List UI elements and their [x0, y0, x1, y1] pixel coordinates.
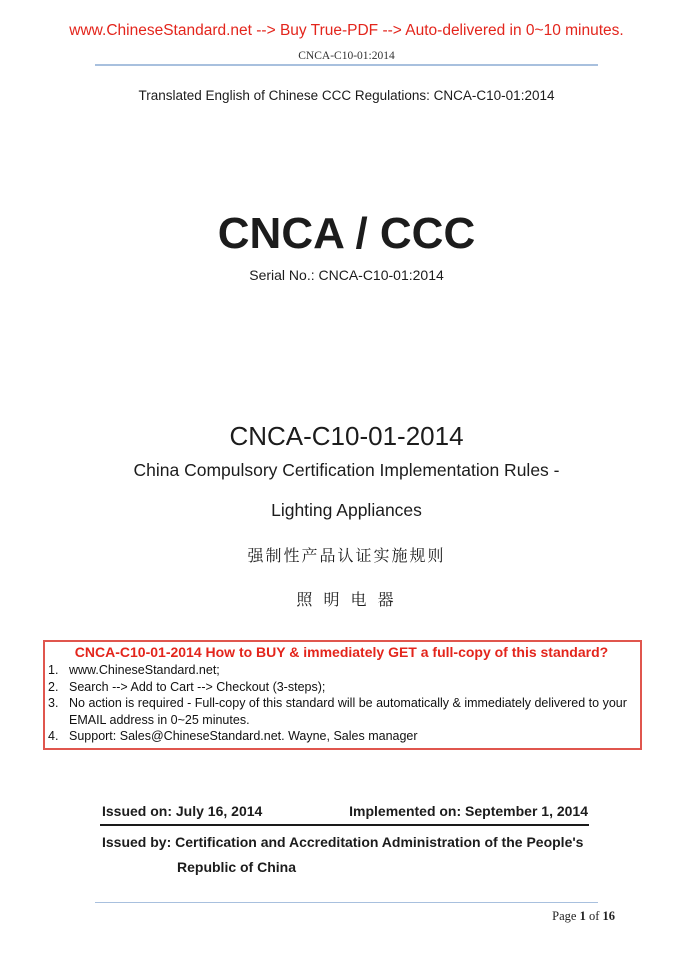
standard-title-en-line1: China Compulsory Certification Implementation Rules - [133, 460, 560, 480]
item-text: No action is required - Full-copy of this standard will be automatically & immediately delivered to your EMAIL address in 0~25 minutes. [69, 696, 627, 727]
issued-by-line2: Republic of China [177, 859, 296, 875]
promo-banner-link[interactable]: www.ChineseStandard.net --> Buy True-PDF --> Auto-delivered in 0~10 minutes. [69, 22, 624, 39]
item-number: 1. [48, 663, 59, 677]
page-total: 16 [602, 909, 615, 923]
of-label: of [585, 909, 603, 923]
buy-info-box [43, 640, 642, 750]
item-text-support-email: Support: Sales@ChineseStandard.net. Wayne, Sales manager [69, 729, 418, 743]
standard-title-en-line2: Lighting Appliances [271, 500, 422, 520]
page-number-indicator [95, 909, 615, 924]
buy-box-title: CNCA-C10-01-2014 How to BUY & immediately GET a full-copy of this standard? [74, 644, 609, 660]
buy-box-item-4 [48, 728, 635, 745]
standard-title-cn-line2: 照 明 电 器 [296, 590, 397, 609]
item-number: 3. [48, 696, 59, 710]
item-text-website-link[interactable]: www.ChineseStandard.net; [69, 663, 220, 677]
header-doc-code: CNCA-C10-01:2014 [298, 50, 395, 62]
main-title: CNCA / CCC [217, 209, 476, 258]
translated-subtitle: Translated English of Chinese CCC Regulations: CNCA-C10-01:2014 [138, 88, 555, 103]
standard-title-cn-line1: 强制性产品认证实施规则 [247, 546, 446, 565]
footer-rule [95, 902, 598, 903]
issue-divider-rule [100, 824, 589, 826]
buy-box-item-3 [48, 695, 635, 728]
buy-box-item-2 [48, 679, 635, 696]
issued-by-line1: Issued by: Certification and Accreditation Administration of the People's [102, 834, 584, 850]
issue-dates-row [102, 803, 588, 819]
buy-box-item-1 [48, 662, 635, 679]
page-label: Page [552, 909, 580, 923]
item-number: 4. [48, 729, 59, 743]
item-text: Search --> Add to Cart --> Checkout (3-steps); [69, 679, 326, 694]
implemented-on-date: Implemented on: September 1, 2014 [349, 803, 588, 819]
issued-on-date: Issued on: July 16, 2014 [102, 803, 263, 819]
page-number: 1 [579, 909, 586, 923]
header-rule [95, 64, 598, 66]
item-number: 2. [48, 679, 59, 694]
standard-code: CNCA-C10-01-2014 [229, 421, 464, 451]
serial-number: Serial No.: CNCA-C10-01:2014 [249, 267, 444, 283]
